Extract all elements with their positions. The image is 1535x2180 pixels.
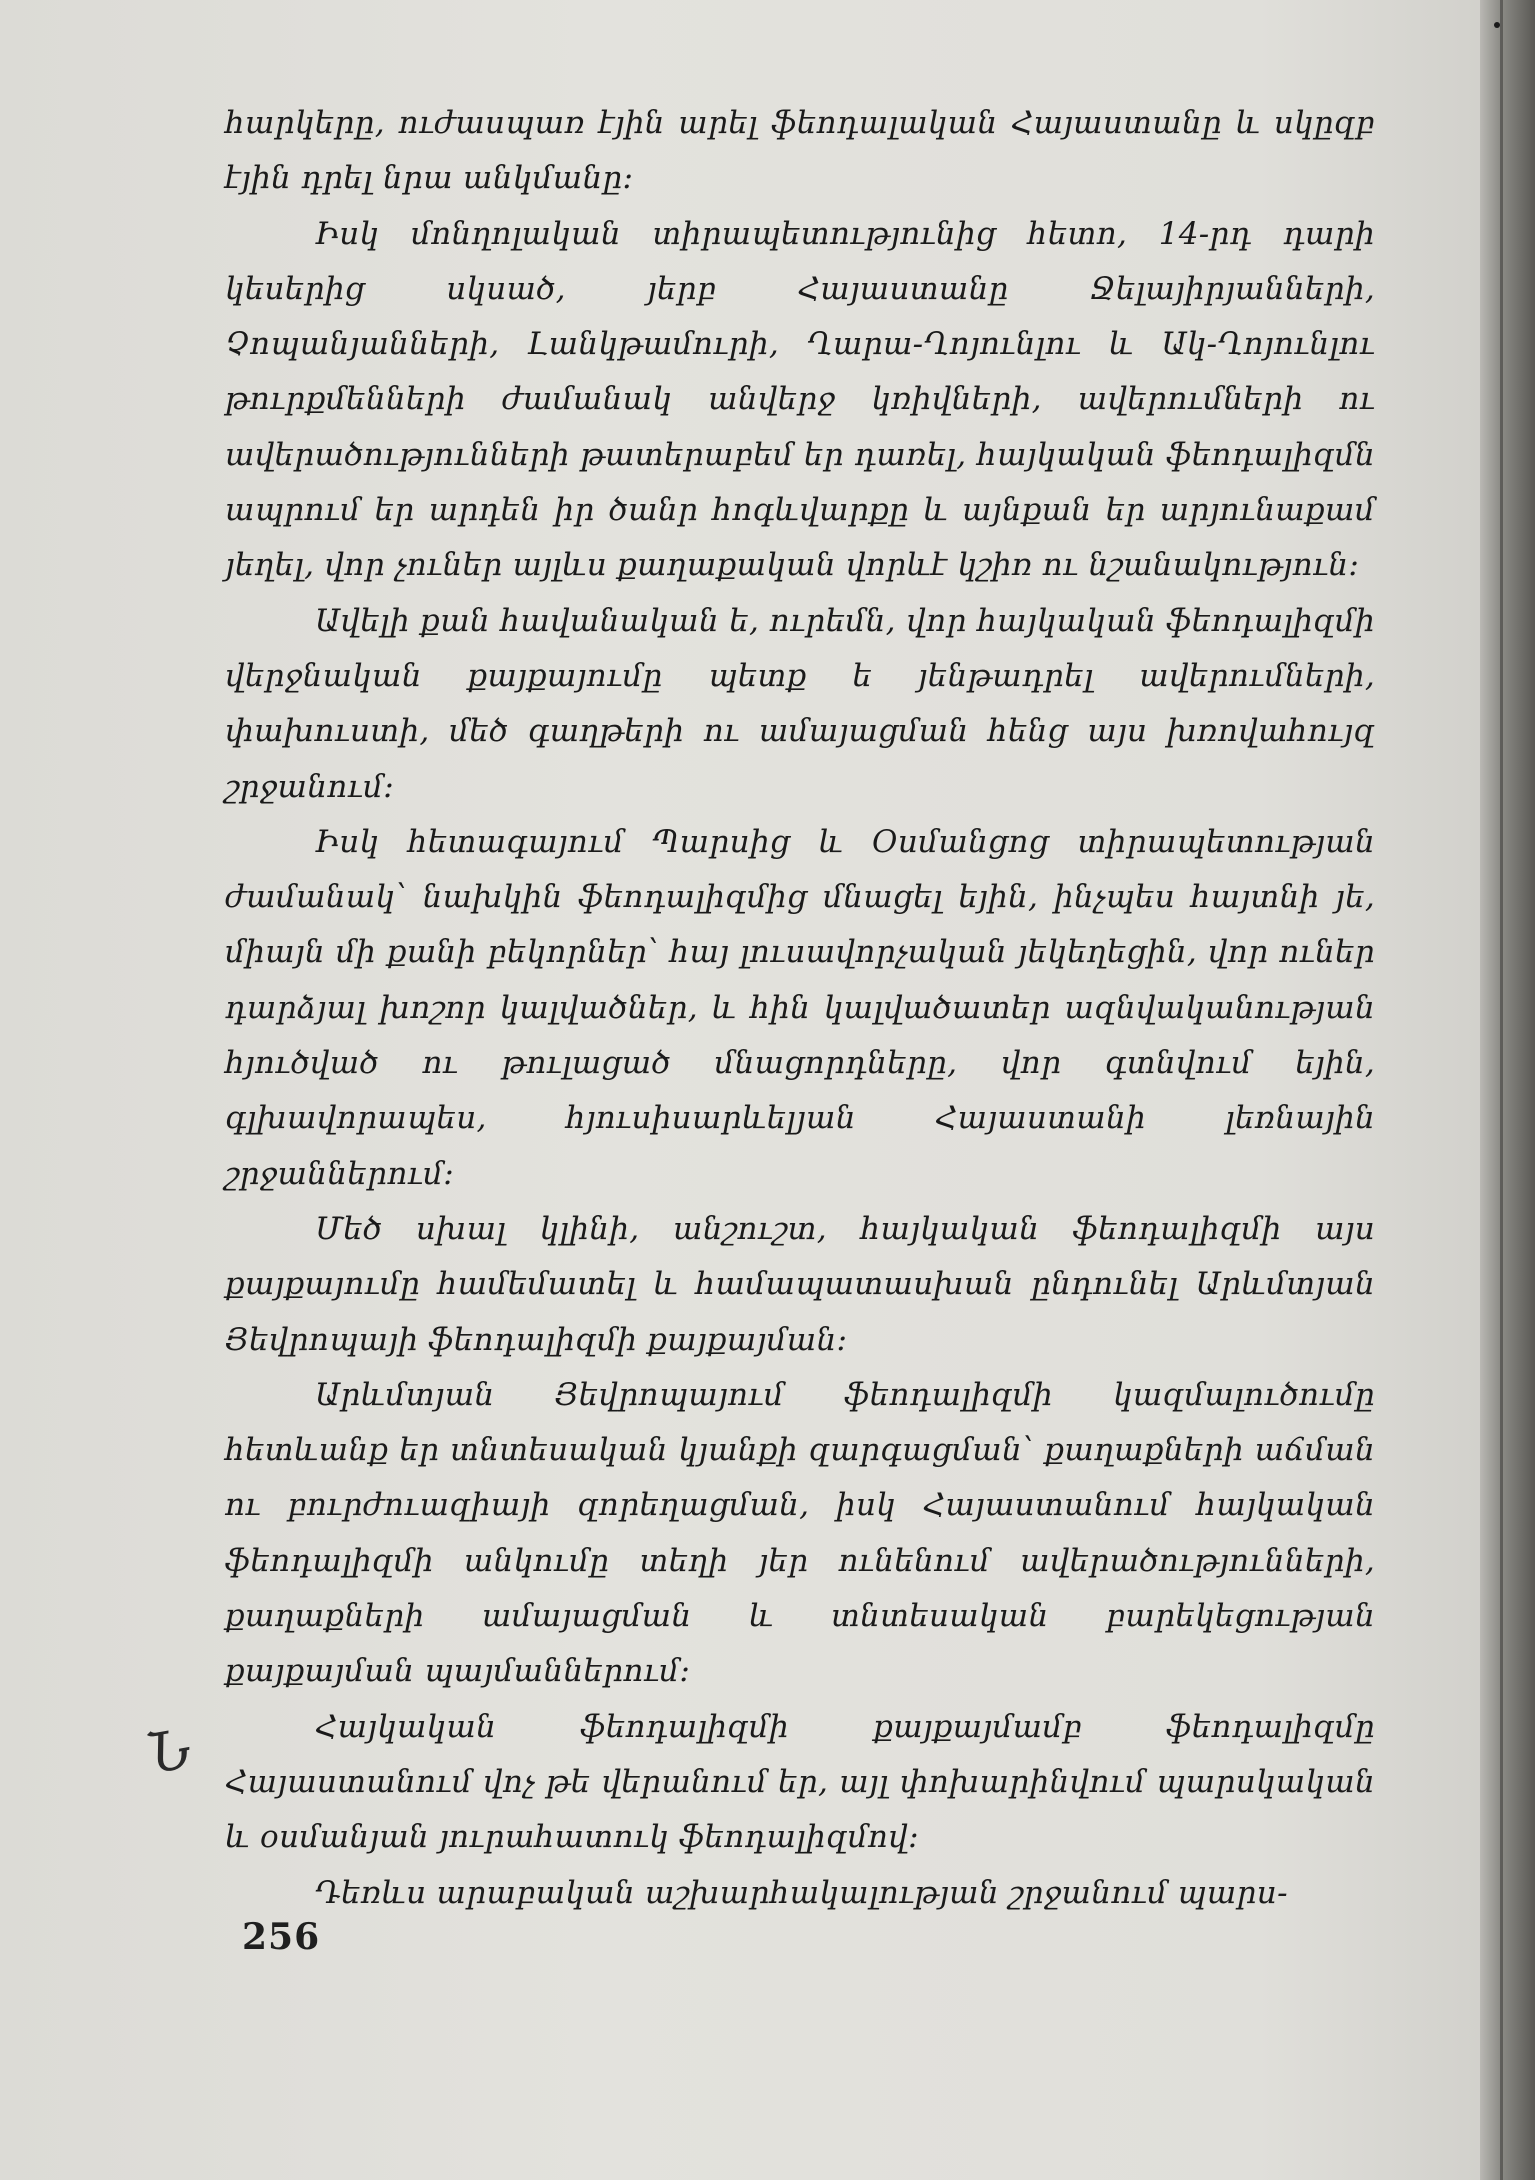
- page-edge-shadow: [1500, 0, 1503, 2180]
- book-spine-edge: [1480, 0, 1535, 2180]
- paragraph-7: Հայկական ֆեոդալիզմի քայքայմամբ ֆեոդալիզմը Հայաստանում վոչ թե վերանում եր, այլ փոխարինվում պարսկական և օսմանյան յուրահատուկ ֆեոդալիզմով։: [225, 1708, 1375, 1856]
- ink-speck: [1494, 22, 1500, 28]
- paragraph-3: Ավելի քան հավանական ե, ուրեմն, վոր հայկական ֆեոդալիզմի վերջնական քայքայումը պետք ե յենթադրել ավերումների, փախուստի, մեծ գաղթերի ու ամայացման հենց այս խռովահույզ շրջանում։: [225, 602, 1375, 805]
- paragraph-1: հարկերը, ուժասպառ էյին արել ֆեոդալական Հայաստանը և սկըզբ էյին դրել նրա անկմանը։: [225, 105, 1375, 197]
- paragraph-8: Դեռևս արաբական աշխարհակալության շրջանում պարս-: [315, 1874, 1288, 1911]
- paragraph-2: Իսկ մոնղոլական տիրապետությունից հետո, 14-րդ դարի կեսերից սկսած, յերբ Հայաստանը Ջելայիրյանների, Չոպանյանների, Լանկթամուրի, Ղարա-Ղոյունլու և Ակ-Ղոյունլու թուրքմենների ժամանակ անվերջ կռիվների, ավերումների ու ավերածությունների թատերաբեմ եր դառել, հայկական ֆեոդալիզմն ապրում եր արդեն իր ծանր հոգևվարքը և այնքան եր արյունաքամ յեղել, վոր չուներ այլևս քաղաքական վորևէ կշիռ ու նշանակություն։: [225, 215, 1375, 584]
- paragraph-4: Իսկ հետագայում Պարսից և Օսմանցոց տիրապետության ժամանակ՝ նախկին ֆեոդալիզմից մնացել եյին, ինչպես հայտնի յե, միայն մի քանի բեկորներ՝ հայ լուսավորչական յեկեղեցին, վոր ուներ դարձյալ խոշոր կալվածներ, և հին կալվածատեր ազնվականության հյուծված ու թուլացած մնացորդները, վոր գտնվում եյին, գլխավորապես, հյուսիսարևելյան Հայաստանի լեռնային շրջաններում։: [225, 823, 1375, 1192]
- body-text: [225, 96, 1375, 1921]
- paragraph-6: Արևմտյան Յեվրոպայում ֆեոդալիզմի կազմալուծումը հետևանք եր տնտեսական կյանքի զարգացման՝ քաղաքների աճման ու բուրժուազիայի զորեղացման, իսկ Հայաստանում հայկական ֆեոդալիզմի անկումը տեղի յեր ունենում ավերածությունների, քաղաքների ամայացման և տնտեսական բարեկեցության քայքայման պայմաններում։: [225, 1376, 1375, 1690]
- page-number: 256: [242, 1916, 321, 1958]
- handwritten-margin-mark: Ն: [142, 1716, 197, 1787]
- paragraph-5: Մեծ սխալ կլինի, անշուշտ, հայկական ֆեոդալիզմի այս քայքայումը համեմատել և համապատասխան ընդունել Արևմտյան Յեվրոպայի ֆեոդալիզմի քայքայման։: [225, 1210, 1375, 1358]
